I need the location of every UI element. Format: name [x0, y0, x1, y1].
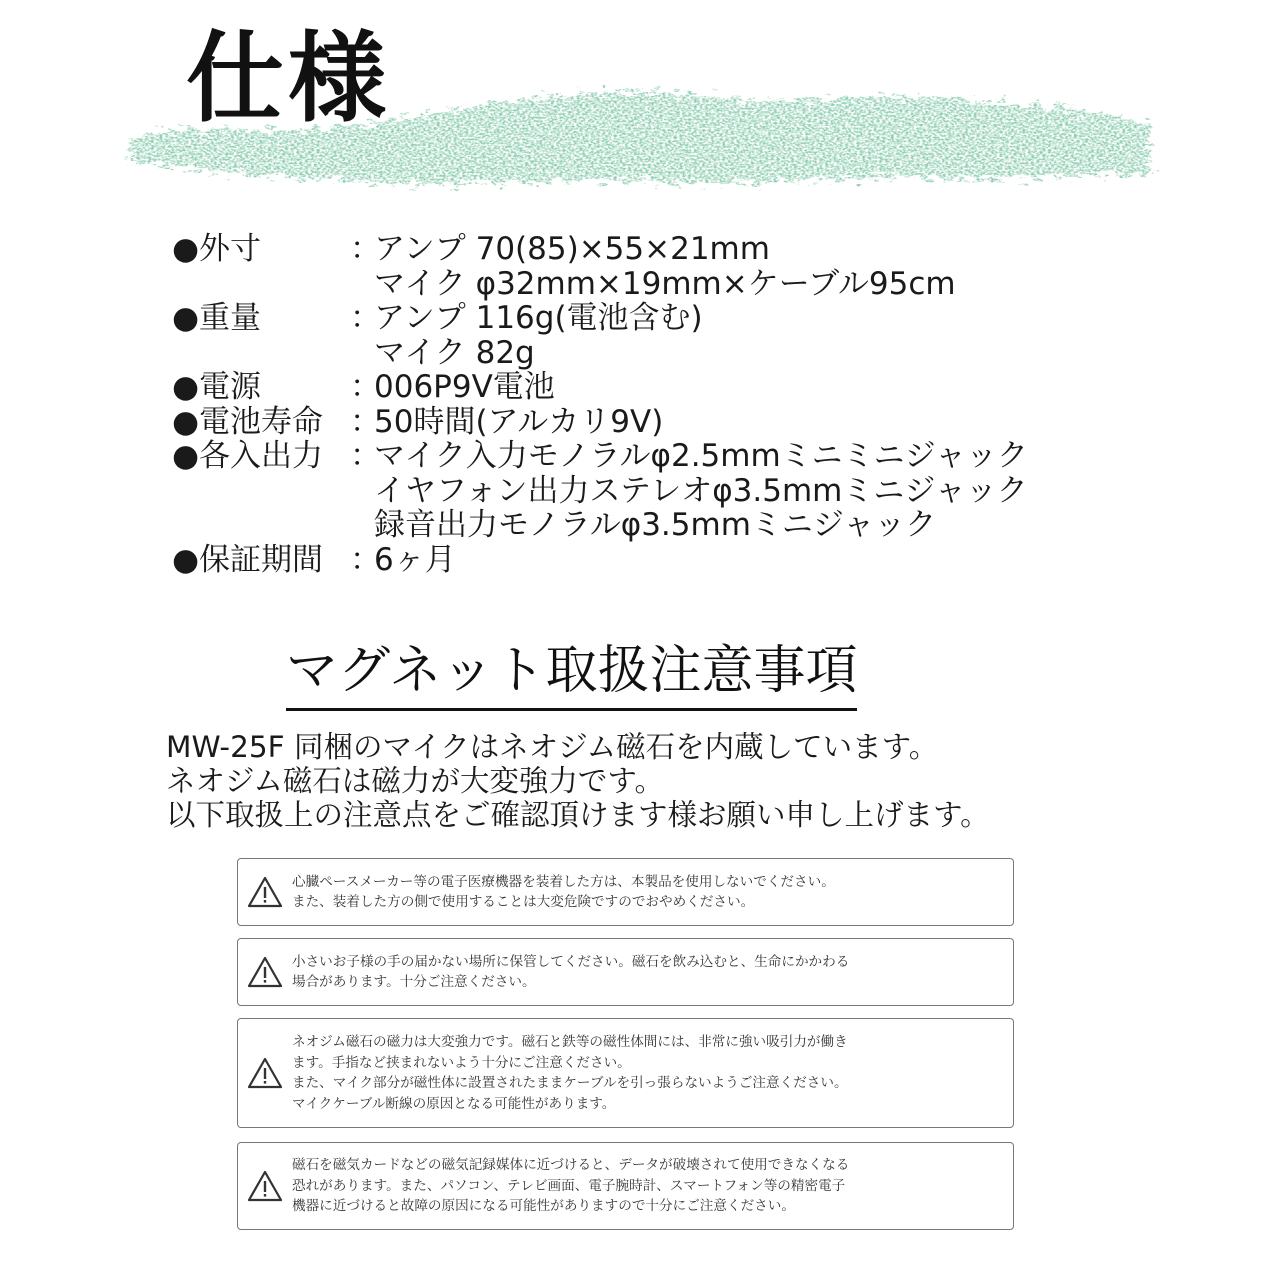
caution-line: 場合があります。十分ご注意ください。: [292, 974, 536, 990]
spec-value: マイク φ32mm×19mm×ケーブル95cm: [374, 265, 956, 302]
warning-triangle-icon: [238, 956, 292, 988]
spec-value: マイク 82g: [374, 334, 535, 371]
caution-line: 心臓ペースメーカー等の電子医療機器を装着した方は、本製品を使用しないでください。: [292, 873, 835, 890]
spec-colon: ：: [350, 300, 381, 336]
spec-row: [172, 301, 1028, 370]
page-title: 仕様: [186, 22, 391, 136]
spec-row: [172, 543, 1028, 578]
spec-values: [374, 543, 456, 578]
caution-line: ます。手指など挟まれないよう十分にご注意ください。: [292, 1054, 631, 1071]
spec-value: イヤフォン出力ステレオφ3.5mmミニジャック: [374, 472, 1028, 509]
spec-label: ●各入出力: [172, 438, 324, 474]
caution-line: 磁石を磁気カードなどの磁気記録媒体に近づけると、データが破壊されて使用できなくなる: [292, 1157, 850, 1174]
caution-text: [292, 868, 841, 917]
caution-line: 小さいお子様の手の届かない場所に保管してください。磁石を飲み込むと、生命にかかわる: [292, 953, 850, 970]
spec-row: [172, 439, 1028, 543]
spec-value: 50時間(アルカリ9V): [374, 403, 664, 440]
warning-triangle-icon: [238, 1057, 292, 1089]
caution-text: [292, 948, 855, 997]
spec-colon: ：: [350, 403, 381, 440]
magnet-caution-heading: マグネット取扱注意事項: [286, 636, 857, 711]
spec-label: ●保証期間: [172, 541, 324, 578]
caution-line: 機器に近づけると故障の原因になる可能性がありますので十分にご注意ください。: [292, 1198, 795, 1215]
intro-line: ネオジム磁石は磁力が大変強力です。: [166, 764, 664, 798]
spec-label: ●外寸: [172, 231, 262, 267]
spec-colon: ：: [350, 438, 381, 474]
spec-value: アンプ 116g(電池含む): [374, 300, 703, 336]
caution-box: [237, 938, 1014, 1006]
spec-list: [172, 232, 1028, 577]
caution-box: [237, 1018, 1014, 1128]
spec-value: アンプ 70(85)×55×21mm: [374, 231, 770, 267]
intro-line: MW-25F 同梱のマイクはネオジム磁石を内蔵しています。: [166, 730, 939, 764]
spec-value: 6ヶ月: [374, 541, 456, 578]
warning-triangle-icon: [238, 1170, 292, 1202]
spec-row: [172, 405, 1028, 440]
spec-values: [374, 301, 703, 370]
caution-line: 恐れがあります。また、パソコン、テレビ画面、電子腕時計、スマートフォン等の精密電子: [292, 1177, 846, 1194]
spec-value: 006P9V電池: [374, 369, 555, 405]
intro-paragraph: [166, 730, 990, 832]
caution-line: また、装着した方の側で使用することは大変危険ですのでおやめください。: [292, 894, 755, 910]
spec-row: [172, 370, 1028, 405]
caution-text: [292, 1028, 854, 1118]
spec-values: [374, 370, 555, 405]
spec-value: マイク入力モノラルφ2.5mmミニミニジャック: [374, 438, 1029, 474]
spec-values: [374, 232, 956, 301]
spec-label: ●重量: [172, 300, 262, 336]
spec-values: [374, 439, 1028, 543]
spec-label: ●電池寿命: [172, 403, 324, 440]
caution-line: また、マイク部分が磁性体に設置されたままケーブルを引っ張らないようご注意ください。: [292, 1075, 848, 1091]
spec-colon: ：: [350, 369, 381, 405]
spec-label: ●電源: [172, 369, 262, 405]
spec-values: [374, 405, 663, 440]
spec-colon: ：: [350, 231, 381, 267]
caution-line: ネオジム磁石の磁力は大変強力です。磁石と鉄等の磁性体間には、非常に強い吸引力が働き: [292, 1034, 848, 1050]
caution-box: [237, 1142, 1014, 1230]
caution-line: マイクケーブル断線の原因となる可能性があります。: [292, 1095, 616, 1112]
warning-triangle-icon: [238, 876, 292, 908]
intro-line: 以下取扱上の注意点をご確認頂けます様お願い申し上げます。: [166, 798, 990, 832]
spec-value: 録音出力モノラルφ3.5mmミニジャック: [374, 507, 937, 543]
caution-text: [292, 1151, 855, 1221]
spec-colon: ：: [350, 541, 381, 578]
caution-box: [237, 858, 1014, 926]
spec-row: [172, 232, 1028, 301]
